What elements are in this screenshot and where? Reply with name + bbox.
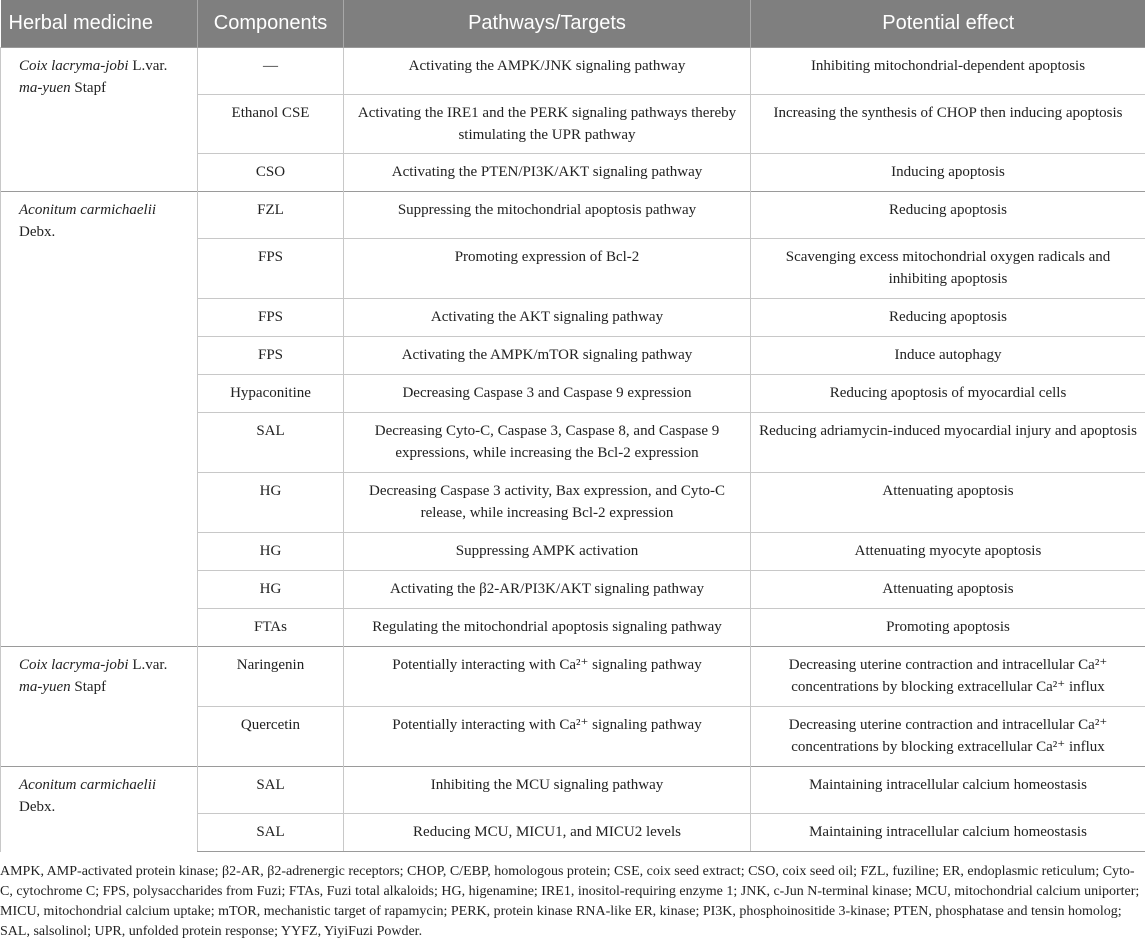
effect-cell: Inducing apoptosis bbox=[751, 154, 1145, 192]
pathway-cell: Suppressing AMPK activation bbox=[344, 533, 751, 571]
effect-cell: Decreasing uterine contraction and intracellular Ca²⁺ concentrations by blocking extracellular Ca²⁺ influx bbox=[751, 707, 1145, 767]
pathway-cell: Potentially interacting with Ca²⁺ signaling pathway bbox=[344, 707, 751, 767]
table-row bbox=[1, 647, 1145, 707]
pathway-cell: Regulating the mitochondrial apoptosis signaling pathway bbox=[344, 609, 751, 647]
herb-name-rest: Stapf bbox=[70, 80, 107, 96]
component-cell: Hypaconitine bbox=[198, 375, 344, 413]
effect-cell: Maintaining intracellular calcium homeostasis bbox=[751, 767, 1145, 814]
component-cell: FTAs bbox=[198, 609, 344, 647]
pathway-cell: Activating the AMPK/mTOR signaling pathway bbox=[344, 337, 751, 375]
table-row bbox=[1, 48, 1145, 95]
herb-name-rest: Debx. bbox=[19, 799, 56, 815]
component-cell: FPS bbox=[198, 239, 344, 299]
table-row bbox=[1, 192, 1145, 239]
table-footnote: AMPK, AMP-activated protein kinase; β2-AR, β2-adrenergic receptors; CHOP, C/EBP, homologous protein; CSE, coix seed extract; CSO, coix seed oil; FZL, fuziline; ER, endoplasmic reticulum; Cyto-C, cytochrome C; FPS, polysaccharides from Fuzi; FTAs, Fuzi total alkaloids; HG, higenamine; IRE1, inositol-requiring enzyme 1; JNK, c-Jun N-terminal kinase; MCU, mitochondrial calcium uniporter; MICU, mitochondrial calcium uptake; mTOR, mechanistic target of rapamycin; PERK, protein kinase RNA-like ER, kinase; PI3K, phosphoinositide 3-kinase; PTEN, phosphatase and tensin homolog; SAL, salsolinol; UPR, unfolded protein response; YYFZ, YiyiFuzi Powder. bbox=[0, 864, 1140, 939]
component-cell: SAL bbox=[198, 814, 344, 852]
herb-name-italic: Coix lacryma-jobi bbox=[19, 657, 129, 673]
herb-name-italic-2: ma-yuen bbox=[19, 80, 71, 96]
herb-name-mid: L.var. bbox=[128, 58, 168, 74]
herbal-medicine-cell bbox=[1, 48, 198, 192]
component-cell: FPS bbox=[198, 337, 344, 375]
effect-cell: Increasing the synthesis of CHOP then inducing apoptosis bbox=[751, 95, 1145, 154]
component-cell: HG bbox=[198, 533, 344, 571]
pathway-cell: Decreasing Caspase 3 activity, Bax expression, and Cyto-C release, while increasing Bcl-2 expression bbox=[344, 473, 751, 533]
component-cell: HG bbox=[198, 473, 344, 533]
component-cell: Ethanol CSE bbox=[198, 95, 344, 154]
herb-name-rest: Stapf bbox=[70, 679, 107, 695]
pathway-cell: Decreasing Caspase 3 and Caspase 9 expression bbox=[344, 375, 751, 413]
effect-cell: Maintaining intracellular calcium homeostasis bbox=[751, 814, 1145, 852]
herb-name-italic-2: ma-yuen bbox=[19, 679, 71, 695]
pathway-cell: Activating the PTEN/PI3K/AKT signaling pathway bbox=[344, 154, 751, 192]
component-cell: CSO bbox=[198, 154, 344, 192]
effect-cell: Induce autophagy bbox=[751, 337, 1145, 375]
component-cell: HG bbox=[198, 571, 344, 609]
pathway-cell: Activating the IRE1 and the PERK signaling pathways thereby stimulating the UPR pathway bbox=[344, 95, 751, 154]
effect-cell: Decreasing uterine contraction and intracellular Ca²⁺ concentrations by blocking extracellular Ca²⁺ influx bbox=[751, 647, 1145, 707]
herbal-medicine-cell bbox=[1, 192, 198, 647]
effect-cell: Reducing adriamycin-induced myocardial injury and apoptosis bbox=[751, 413, 1145, 473]
herb-name-rest: Debx. bbox=[19, 224, 56, 240]
pathway-cell: Activating the AKT signaling pathway bbox=[344, 299, 751, 337]
component-cell: SAL bbox=[198, 413, 344, 473]
header-potential-effect: Potential effect bbox=[751, 0, 1145, 48]
herbal-medicine-cell bbox=[1, 647, 198, 767]
table-row bbox=[1, 767, 1145, 814]
component-cell: Quercetin bbox=[198, 707, 344, 767]
effect-cell: Reducing apoptosis bbox=[751, 192, 1145, 239]
pathway-cell: Activating the β2-AR/PI3K/AKT signaling pathway bbox=[344, 571, 751, 609]
component-cell: FPS bbox=[198, 299, 344, 337]
effect-cell: Reducing apoptosis bbox=[751, 299, 1145, 337]
pathway-cell: Decreasing Cyto-C, Caspase 3, Caspase 8, and Caspase 9 expressions, while increasing the Bcl-2 expression bbox=[344, 413, 751, 473]
herb-name-italic: Coix lacryma-jobi bbox=[19, 58, 129, 74]
effect-cell: Attenuating apoptosis bbox=[751, 571, 1145, 609]
herb-name-italic: Aconitum carmichaelii bbox=[19, 202, 157, 218]
header-herbal-medicine: Herbal medicine bbox=[1, 0, 198, 48]
component-cell: Naringenin bbox=[198, 647, 344, 707]
effect-cell: Reducing apoptosis of myocardial cells bbox=[751, 375, 1145, 413]
header-pathways-targets: Pathways/Targets bbox=[344, 0, 751, 48]
effect-cell: Promoting apoptosis bbox=[751, 609, 1145, 647]
header-components: Components bbox=[198, 0, 344, 48]
component-cell: — bbox=[198, 48, 344, 95]
pathway-cell: Activating the AMPK/JNK signaling pathway bbox=[344, 48, 751, 95]
component-cell: FZL bbox=[198, 192, 344, 239]
effect-cell: Attenuating apoptosis bbox=[751, 473, 1145, 533]
effect-cell: Scavenging excess mitochondrial oxygen radicals and inhibiting apoptosis bbox=[751, 239, 1145, 299]
component-cell: SAL bbox=[198, 767, 344, 814]
pathway-cell: Promoting expression of Bcl-2 bbox=[344, 239, 751, 299]
herb-name-mid: L.var. bbox=[128, 657, 168, 673]
header-row bbox=[1, 0, 1145, 48]
pathway-cell: Inhibiting the MCU signaling pathway bbox=[344, 767, 751, 814]
effect-cell: Inhibiting mitochondrial-dependent apoptosis bbox=[751, 48, 1145, 95]
pathway-cell: Reducing MCU, MICU1, and MICU2 levels bbox=[344, 814, 751, 852]
effect-cell: Attenuating myocyte apoptosis bbox=[751, 533, 1145, 571]
herbal-medicine-cell bbox=[1, 767, 198, 852]
table-body bbox=[1, 48, 1145, 852]
herb-name-italic: Aconitum carmichaelii bbox=[19, 777, 157, 793]
pathway-cell: Suppressing the mitochondrial apoptosis pathway bbox=[344, 192, 751, 239]
pathway-cell: Potentially interacting with Ca²⁺ signaling pathway bbox=[344, 647, 751, 707]
